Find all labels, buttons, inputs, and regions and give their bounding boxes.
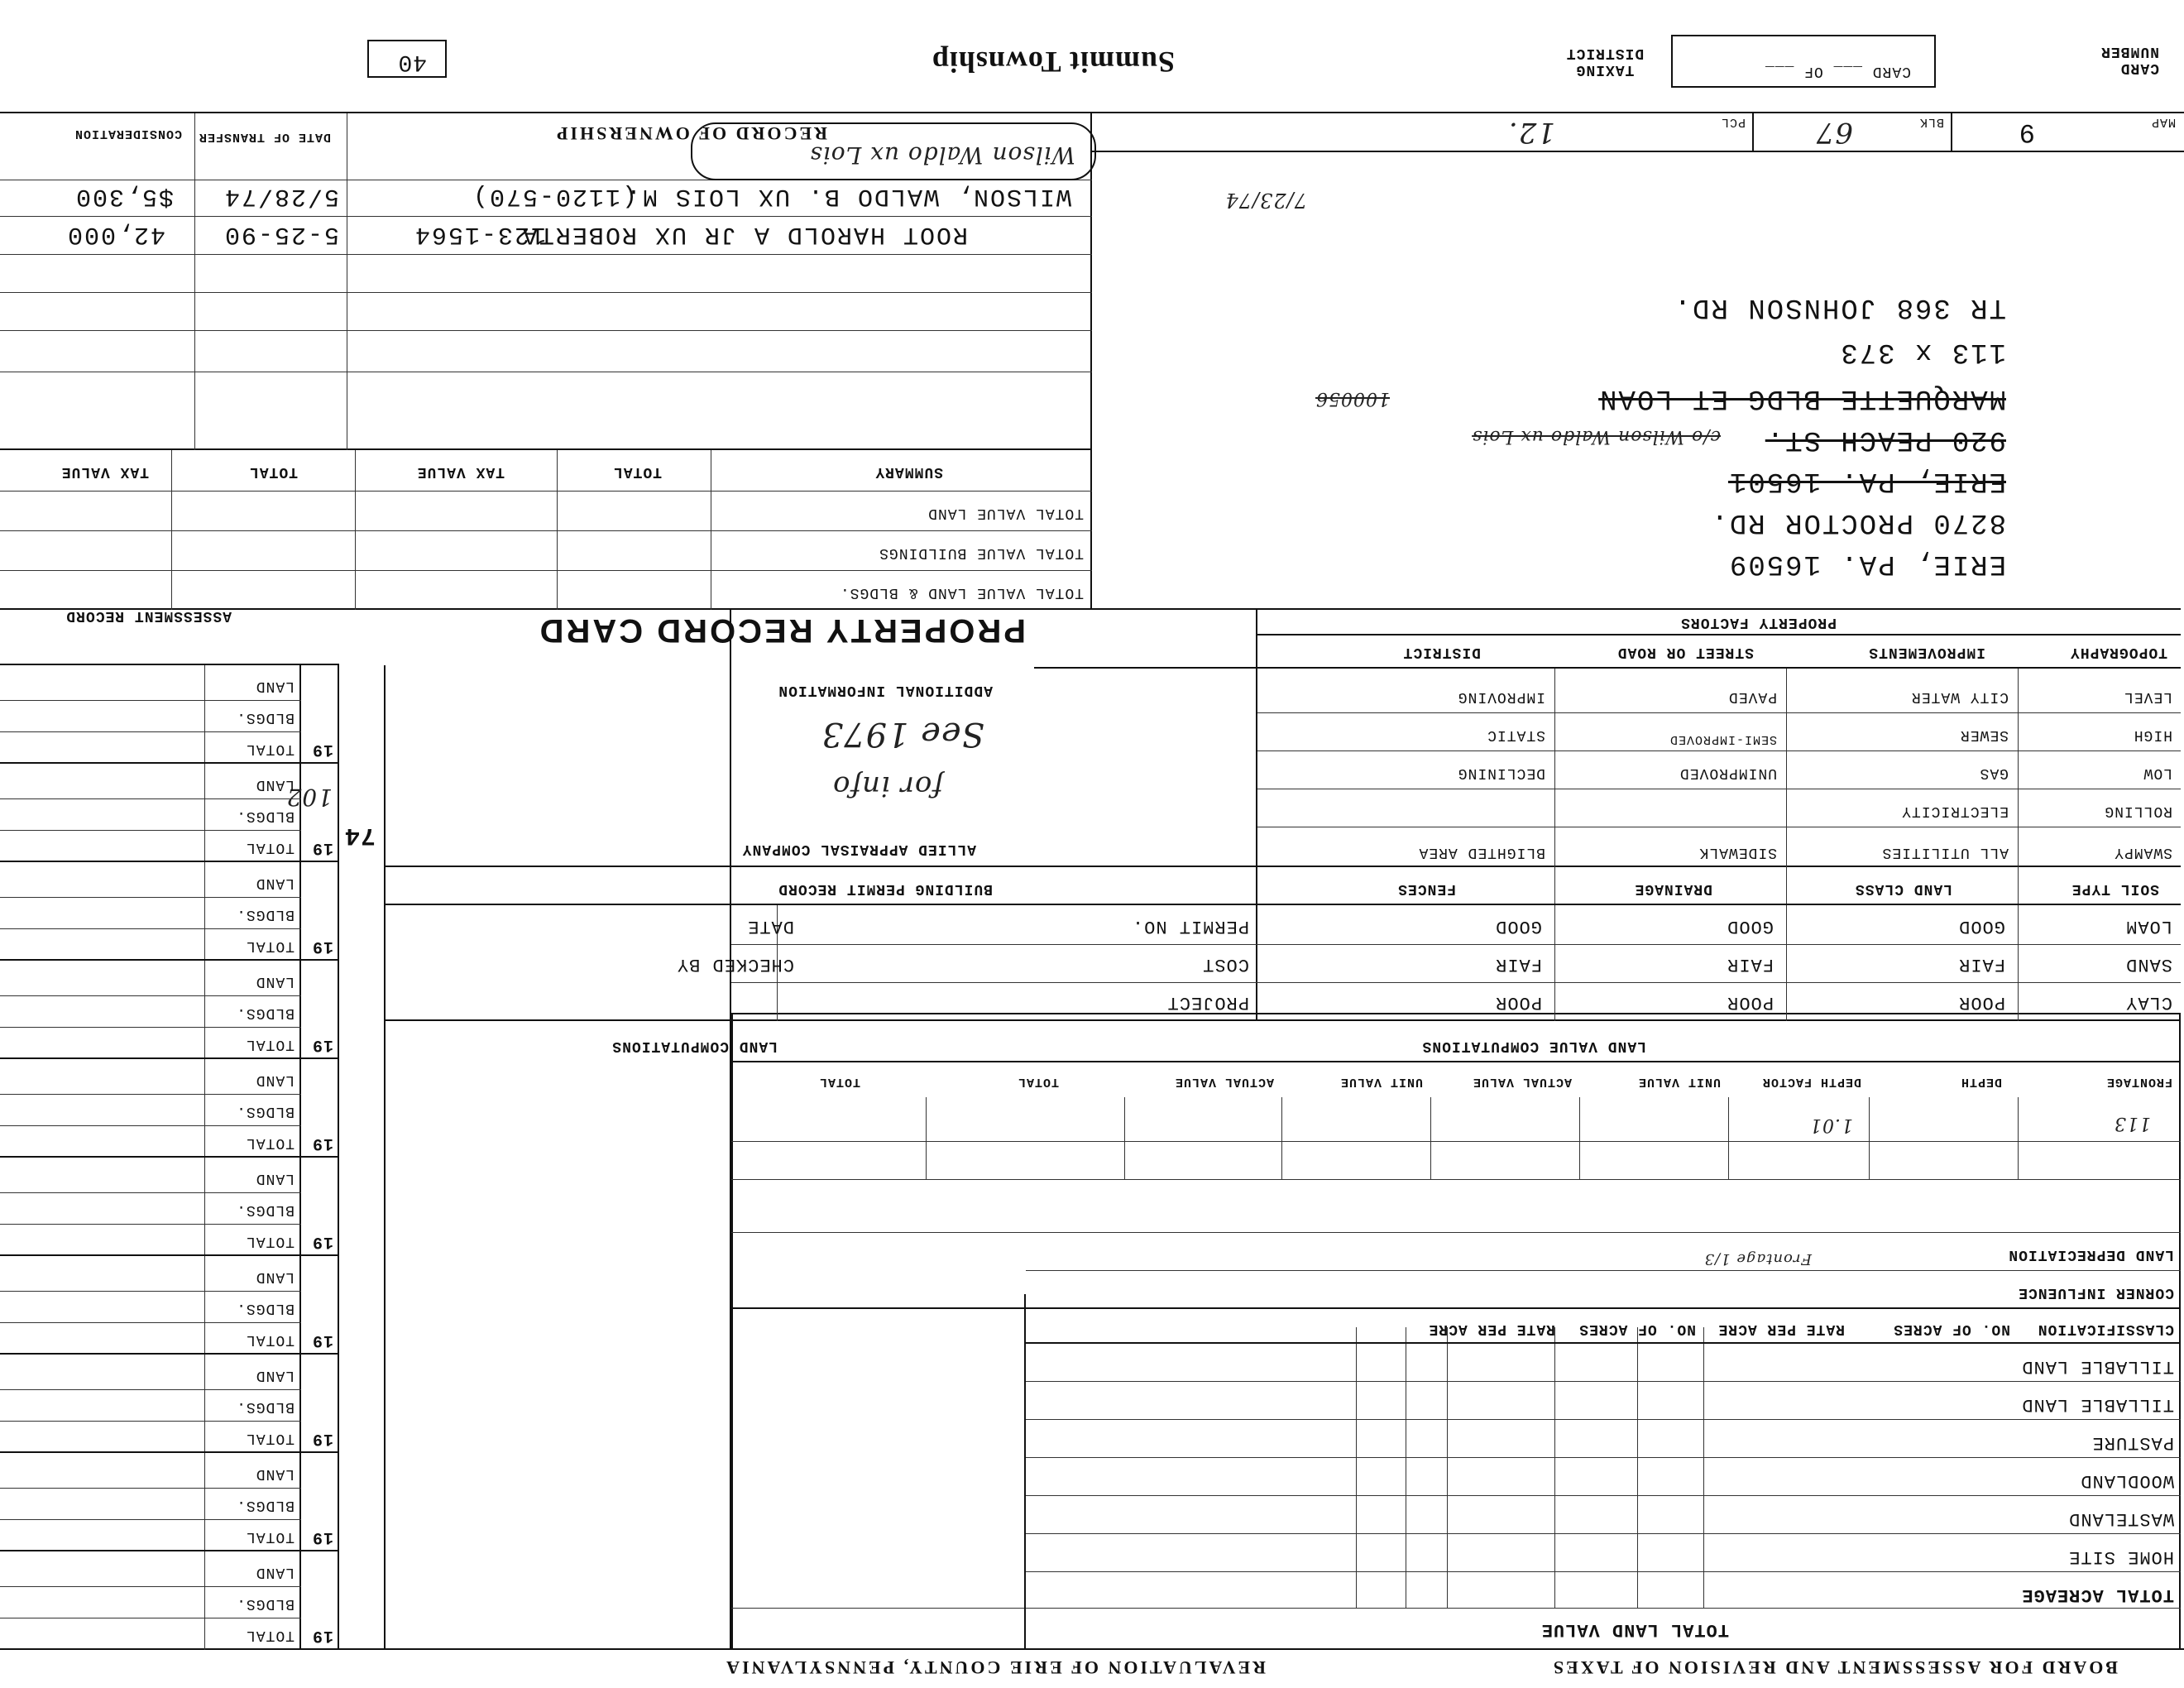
soil-clay: CLAY bbox=[2125, 992, 2172, 1013]
col-actual-value-1: ACTUAL VALUE bbox=[1472, 1075, 1572, 1089]
improvement-sewer: SEWER bbox=[1959, 727, 2009, 743]
land-value-computations-title: LAND VALUE COMPUTATIONS bbox=[1421, 1038, 1646, 1054]
header-revaluation: REVALUATION OF ERIE COUNTY, PENNSYLVANIA bbox=[724, 1657, 1266, 1678]
col-frontage: FRONTAGE bbox=[2105, 1075, 2172, 1089]
no-acres-header-1: NO. OF ACRES bbox=[1893, 1321, 2010, 1337]
soil-type-header: SOIL TYPE bbox=[2071, 880, 2159, 897]
mailing-address-line-5-struck: ERIE, PA. 16501 bbox=[1727, 465, 2006, 496]
additional-info-title: ADDITIONAL INFORMATION bbox=[778, 682, 993, 698]
assessment-label-land: TOTAL bbox=[245, 1036, 295, 1053]
assessment-label-bldgs: BLDGS. bbox=[236, 1497, 295, 1513]
district-header: DISTRICT bbox=[1402, 644, 1481, 660]
topography-rolling: ROLLING bbox=[2104, 803, 2172, 819]
col-actual-value-2: ACTUAL VALUE bbox=[1174, 1075, 1274, 1089]
permit-no-label: PERMIT NO. bbox=[1131, 916, 1249, 937]
info-handwritten-1: See 1973 bbox=[821, 715, 984, 753]
record-of-ownership-title: RECORD OF OWNERSHIP bbox=[554, 123, 827, 144]
improvement-gas: GAS bbox=[1979, 765, 2009, 781]
assessment-label-land: TOTAL bbox=[245, 1233, 295, 1249]
soil-sand: SAND bbox=[2125, 954, 2172, 975]
care-of-note: c/o Wilson Waldo ux Lois bbox=[1472, 426, 1721, 447]
assessment-year-74: 74 bbox=[343, 821, 376, 849]
township-name: Summit Township bbox=[931, 46, 1175, 79]
assessment-year-prefix: 19 bbox=[311, 1232, 333, 1251]
assessment-label-bldgs: BLDGS. bbox=[236, 1103, 295, 1120]
owner-row-2-date: 5-25-90 bbox=[223, 220, 339, 248]
improvements-header: IMPROVEMENTS bbox=[1868, 644, 1985, 660]
assessment-year-prefix: 19 bbox=[311, 1429, 333, 1448]
street-semi-improved: SEMI-IMPROVED bbox=[1669, 732, 1777, 746]
owner-row-2-name: ROOT HAROLD A JR UX ROBERTA bbox=[520, 220, 968, 248]
land-row-woodland: WOODLAND bbox=[2080, 1470, 2174, 1491]
assessment-label-total: LAND bbox=[255, 1564, 295, 1580]
fences-header: FENCES bbox=[1397, 880, 1456, 897]
topography-header: TOPOGRAPHY bbox=[2069, 644, 2167, 660]
classification-header: CLASSIFICATION bbox=[2037, 1321, 2174, 1337]
col-unit-value-2: UNIT VALUE bbox=[1339, 1075, 1423, 1089]
topography-low: LOW bbox=[2143, 765, 2172, 781]
property-address: TR 368 JOHNSON RD. bbox=[1672, 291, 2006, 323]
mailing-address-line-6: 8270 PROCTOR RD. bbox=[1709, 506, 2006, 538]
summary-total-header-2: TOTAL bbox=[248, 463, 298, 480]
assessment-year-prefix: 19 bbox=[311, 1134, 333, 1153]
card-of-label: CARD ___ OF ___ bbox=[1764, 63, 1911, 79]
date-of-transfer-header: DATE OF TRANSFER bbox=[198, 130, 331, 144]
rate-per-acre-header-1: RATE PER ACRE bbox=[1717, 1321, 1845, 1337]
corner-influence-label: CORNER INFLUENCE bbox=[2018, 1284, 2174, 1301]
assessment-label-land: TOTAL bbox=[245, 1331, 295, 1348]
assessment-year-prefix: 19 bbox=[311, 1527, 333, 1547]
assessment-label-bldgs: BLDGS. bbox=[236, 808, 295, 824]
assessment-label-bldgs: BLDGS. bbox=[236, 1300, 295, 1316]
header-board: BOARD FOR ASSESSMENT AND REVISION OF TAXES bbox=[1550, 1657, 2118, 1678]
taxing-district-label: TAXING DISTRICT bbox=[1565, 45, 1645, 78]
assessment-label-total: LAND bbox=[255, 1268, 295, 1285]
mailing-address-line-3-struck: MARQUETTE BLDG ET LOAN bbox=[1598, 382, 2006, 414]
assessment-label-land: TOTAL bbox=[245, 1430, 295, 1446]
col-depth: DEPTH bbox=[1960, 1075, 2002, 1089]
improvement-all-utilities: ALL UTILITIES bbox=[1881, 844, 2009, 861]
assessment-label-land: TOTAL bbox=[245, 938, 295, 954]
land-row-wasteland: WASTELAND bbox=[2068, 1508, 2174, 1529]
improvement-city-water: CITY WATER bbox=[1910, 688, 2009, 705]
summary-total-buildings: TOTAL VALUE BUILDINGS bbox=[879, 544, 1084, 561]
assessment-label-land: TOTAL bbox=[245, 1528, 295, 1545]
property-record-card: REVALUATION OF ERIE COUNTY, PENNSYLVANIA BOARD FOR ASSESSMENT AND REVISION OF TAXES TOTAL LAND VALUE TOTAL ACREAGE HOME SITE WASTELAND WOODLAND PASTURE TILLABLE LAND TILLABLE LAND CLASSIFICATION NO. OF ACRES RATE PER ACRE NO. OF ACRES RATE PER ACRE CORNER INFLUENCE LAND DEPRECIATION Frontage 1/3 113 1.01 FRONTAGE DEPTH DEPTH FACTOR UNIT VALUE ACTUAL VALUE UNIT VALUE ACTUAL VALUE TOTAL TOTAL LAND VALUE COMPUTATIONS LAND COMPUTATIONS CLAY POOR POOR POOR PROJECT SAND FAIR FAIR FAIR COST CHECKED BY LOAM GOOD GOOD GOOD PERMIT NO. DATE SOIL TYPE LAND CLASS DRAINAGE FENCES BUILDING PERMIT RECORD SWAMPY ALL UTILITIES SIDEWALK BLIGHTED AREA ALLIED APPRAISAL COMPANY ROLLING ELECTRICITY LOW GAS UNIMPROVED DECLINING for info HIGH SEWER SEMI-IMPROVED STATIC See 1973 LEVEL CITY WATER PAVED IMPROVING ADDITIONAL INFORMATION TOPOGRAPHY IMPROVEMENTS STREET OR ROAD DISTRICT PROPERTY FACTORS PROPERTY RECORD CARD ASSESSMENT RECORD 74 102 ERIE, PA. 16509 8270 PROCTOR RD. ERIE, PA. 16501 920 PEACH ST. c/o Wilson Waldo ux Lois MARQUETTE BLDG ET LOAN 100056 113 x 373 TR 368 JOHNSON RD. TOTAL VALUE LAND & BLDGS. TOTAL VALUE BUILDINGS TOTAL VALUE LAND SUMMARY TOTAL TAX VALUE TOTAL TAX VALUE ROOT HAROLD A JR UX ROBERTA 123-1564 5-25-90 42,000 WILSON, WALDO B. UX LOIS M. (1120-570) 5/28/74 $5,300 7/23/74 Wilson Waldo ux Lois RECORD OF OWNERSHIP DATE OF TRANSFER CONSIDERATION MAP 9 BLK 67 PCL 12. CARD NUMBER CARD ___ OF ___ TAXING DISTRICT Summit Township 40 19 TOTAL BLDGS. LAND 19 TOTAL BLDGS. LAND 19 TOTAL BLDGS. LAND 19 TOTAL BLDGS. LAND 19 TOTAL BLDGS. LAND 19 TOTAL BLDGS. LAND 19 TOTAL BLDGS. LAND 19 TOTAL BLDGS. LAND 19 TOTAL BLDGS. LAND 19 TOTAL BLDGS. LAND bbox=[0, 0, 2184, 1688]
blk-value: 67 bbox=[1815, 116, 1853, 149]
improvement-electricity: ELECTRICITY bbox=[1901, 803, 2009, 819]
street-road-header: STREET OR ROAD bbox=[1616, 644, 1754, 660]
assessment-year-prefix: 19 bbox=[311, 1331, 333, 1350]
assessment-label-total: LAND bbox=[255, 1072, 295, 1088]
land-row-tillable-2: TILLABLE LAND bbox=[2021, 1356, 2174, 1377]
land-depreciation-label: LAND DEPRECIATION bbox=[2008, 1246, 2174, 1263]
summary-total-land-bldgs: TOTAL VALUE LAND & BLDGS. bbox=[839, 584, 1084, 601]
col-total-1: TOTAL bbox=[1017, 1075, 1059, 1089]
topography-swampy: SWAMPY bbox=[2114, 844, 2172, 861]
card-of-box bbox=[1671, 35, 1936, 88]
permit-project-label: PROJECT bbox=[1166, 992, 1249, 1013]
parcel-dimensions: 113 x 373 bbox=[1839, 336, 2006, 367]
assessment-label-bldgs: BLDGS. bbox=[236, 1005, 295, 1021]
soil-loam: LOAM bbox=[2125, 916, 2172, 937]
mailing-address-line-4-struck: 920 PEACH ST. bbox=[1765, 424, 2006, 455]
pcl-label: PCL bbox=[1720, 115, 1746, 129]
permit-checked-by-label: CHECKED BY bbox=[676, 954, 794, 975]
land-row-tillable-1: TILLABLE LAND bbox=[2021, 1394, 2174, 1415]
assessment-year-prefix: 19 bbox=[311, 1035, 333, 1054]
assessment-label-total: LAND bbox=[255, 1465, 295, 1482]
permit-date-label: DATE bbox=[747, 916, 794, 937]
assessment-year-prefix: 19 bbox=[311, 838, 333, 857]
land-computations-label: LAND COMPUTATIONS bbox=[611, 1038, 778, 1054]
assessment-label-total: LAND bbox=[255, 1367, 295, 1383]
col-total-2: TOTAL bbox=[818, 1075, 860, 1089]
district-code: 40 bbox=[397, 49, 427, 74]
owner-row-2-amount: 42,000 bbox=[65, 220, 165, 248]
drainage-header: DRAINAGE bbox=[1634, 880, 1712, 897]
district-blighted: BLIGHTED AREA bbox=[1418, 844, 1545, 861]
loan-number-note: 100056 bbox=[1315, 388, 1390, 409]
map-label: MAP bbox=[2150, 115, 2176, 129]
assessment-label-bldgs: BLDGS. bbox=[236, 906, 295, 923]
land-row-pasture: PASTURE bbox=[2091, 1432, 2174, 1453]
summary-total-land: TOTAL VALUE LAND bbox=[927, 505, 1084, 521]
assessment-label-total: LAND bbox=[255, 875, 295, 891]
ownership-hand-date: 7/23/74 bbox=[1224, 189, 1307, 212]
col-depth-factor: DEPTH FACTOR bbox=[1761, 1075, 1861, 1089]
topography-level: LEVEL bbox=[2123, 688, 2172, 705]
consideration-header: CONSIDERATION bbox=[74, 127, 182, 141]
depreciation-handwriting: Frontage 1/3 bbox=[1703, 1250, 1812, 1268]
assessment-label-land: TOTAL bbox=[245, 839, 295, 856]
assessment-hand-mark: 102 bbox=[285, 784, 333, 811]
land-row-total-acreage: TOTAL ACREAGE bbox=[2021, 1585, 2174, 1605]
assessment-label-total: LAND bbox=[255, 776, 295, 793]
frontage-handwritten: 113 bbox=[2114, 1113, 2151, 1134]
assessment-year-prefix: 19 bbox=[311, 937, 333, 956]
ownership-hand-name: Wilson Waldo ux Lois bbox=[809, 141, 1075, 169]
street-unimproved: UNIMPROVED bbox=[1679, 765, 1777, 781]
info-handwritten-2: for info bbox=[832, 770, 943, 803]
property-factors-title: PROPERTY FACTORS bbox=[1680, 614, 1837, 631]
mailing-address-line-7: ERIE, PA. 16509 bbox=[1727, 548, 2006, 579]
district-improving: IMPROVING bbox=[1457, 688, 1545, 705]
assessment-label-land: TOTAL bbox=[245, 1627, 295, 1643]
assessment-label-bldgs: BLDGS. bbox=[236, 1398, 295, 1415]
permit-cost-label: COST bbox=[1202, 954, 1249, 975]
pcl-value: 12. bbox=[1507, 116, 1555, 149]
topography-high: HIGH bbox=[2133, 727, 2172, 743]
land-row-home-site: HOME SITE bbox=[2068, 1547, 2174, 1567]
depth-factor-handwritten: 1.01 bbox=[1809, 1115, 1853, 1135]
land-class-header: LAND CLASS bbox=[1854, 880, 1952, 897]
assessment-label-bldgs: BLDGS. bbox=[236, 1201, 295, 1218]
assessment-label-bldgs: BLDGS. bbox=[236, 1595, 295, 1612]
allied-appraisal: ALLIED APPRAISAL COMPANY bbox=[741, 841, 976, 857]
rate-per-acre-header-2: RATE PER ACRE bbox=[1428, 1321, 1555, 1337]
total-land-value-label: TOTAL LAND VALUE bbox=[1540, 1619, 1729, 1640]
permit-record-title: BUILDING PERMIT RECORD bbox=[778, 880, 993, 897]
summary-total-header-1: TOTAL bbox=[612, 463, 662, 480]
assessment-label-total: LAND bbox=[255, 1170, 295, 1187]
summary-header: SUMMARY bbox=[874, 463, 943, 480]
card-title: PROPERTY RECORD CARD bbox=[537, 612, 1026, 649]
assessment-label-land: TOTAL bbox=[245, 741, 295, 757]
col-unit-value-1: UNIT VALUE bbox=[1637, 1075, 1721, 1089]
assessment-record-title: ASSESSMENT RECORD bbox=[65, 607, 232, 624]
assessment-year-prefix: 19 bbox=[311, 1626, 333, 1645]
owner-row-1-name: WILSON, WALDO B. UX LOIS M. bbox=[624, 182, 1071, 210]
assessment-label-bldgs: BLDGS. bbox=[236, 709, 295, 726]
summary-tax-value-header-2: TAX VALUE bbox=[60, 463, 149, 480]
owner-row-1-date: 5/28/74 bbox=[223, 182, 339, 210]
assessment-label-total: LAND bbox=[255, 973, 295, 990]
card-number-label: CARD NUMBER bbox=[2100, 43, 2159, 76]
blk-label: BLK bbox=[1918, 115, 1944, 129]
owner-row-1-book: (1120-570) bbox=[471, 182, 637, 210]
owner-row-2-book: 123-1564 bbox=[413, 220, 546, 248]
no-acres-header-2: NO. OF ACRES bbox=[1578, 1321, 1696, 1337]
assessment-label-total: LAND bbox=[255, 678, 295, 694]
assessment-label-land: TOTAL bbox=[245, 1134, 295, 1151]
district-static: STATIC bbox=[1487, 727, 1545, 743]
assessment-year-prefix: 19 bbox=[311, 740, 333, 759]
owner-row-1-amount: $5,300 bbox=[74, 182, 174, 210]
district-declining: DECLINING bbox=[1457, 765, 1545, 781]
summary-tax-value-header-1: TAX VALUE bbox=[416, 463, 505, 480]
street-paved: PAVED bbox=[1727, 688, 1777, 705]
street-sidewalk: SIDEWALK bbox=[1698, 844, 1777, 861]
map-value: 9 bbox=[2018, 117, 2035, 147]
